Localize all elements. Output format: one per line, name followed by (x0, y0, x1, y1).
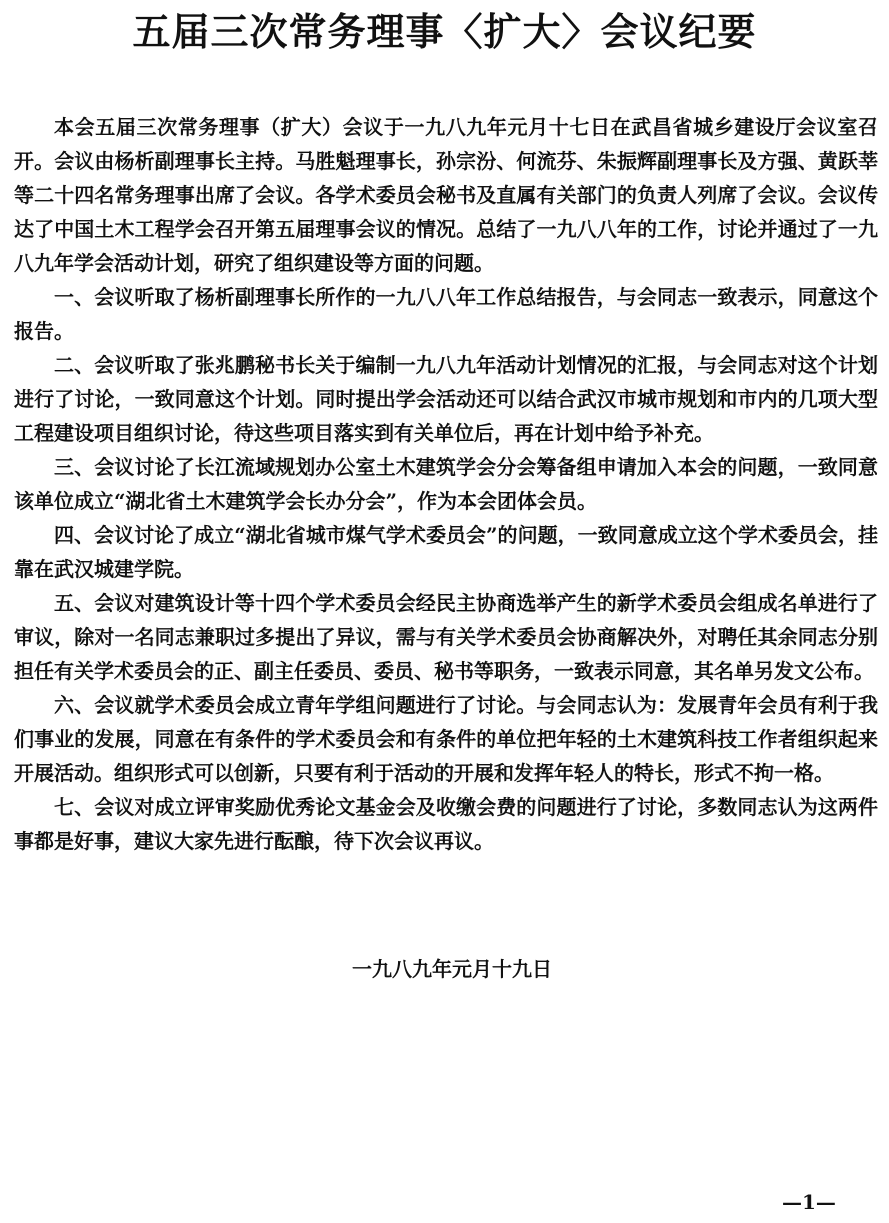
paragraph-item-5: 五、会议对建筑设计等十四个学术委员会经民主协商选举产生的新学术委员会组成名单进行了审议，除对一名同志兼职过多提出了异议，需与有关学术委员会协商解决外，对聘任其余同志分别担任有关学术委员会的正、副主任委员、委员、秘书等职务，一致表示同意，其名单另发文公布。 (14, 591, 878, 683)
paragraph-item-1: 一、会议听取了杨析副理事长所作的一九八八年工作总结报告，与会同志一致表示，同意这个报告。 (14, 285, 878, 343)
document-body (14, 110, 878, 858)
document-title: 五届三次常务理事〈扩大〉会议纪要 (132, 10, 757, 54)
paragraph-item-7: 七、会议对成立评审奖励优秀论文基金会及收缴会费的问题进行了讨论，多数同志认为这两件事都是好事，建议大家先进行酝酿，待下次会议再议。 (14, 795, 878, 853)
paragraph-item-6: 六、会议就学术委员会成立青年学组问题进行了讨论。与会同志认为：发展青年会员有利于我们事业的发展，同意在有条件的学术委员会和有条件的单位把年轻的土木建筑科技工作者组织起来开展活动。组织形式可以创新，只要有利于活动的开展和发挥年轻人的特长，形式不拘一格。 (14, 693, 878, 785)
paragraph-intro: 本会五届三次常务理事（扩大）会议于一九八九年元月十七日在武昌省城乡建设厅会议室召开。会议由杨析副理事长主持。马胜魁理事长，孙宗汾、何流芬、朱振辉副理事长及方强、黄跃莘等二十四名常务理事出席了会议。各学术委员会秘书及直属有关部门的负责人列席了会议。会议传达了中国土木工程学会召开第五届理事会议的情况。总结了一九八八年的工作，讨论并通过了一九八九年学会活动计划，研究了组织建设等方面的问题。 (14, 115, 878, 275)
page-number: —1— (782, 1190, 836, 1214)
paragraph-item-3: 三、会议讨论了长江流域规划办公室土木建筑学会分会筹备组申请加入本会的问题，一致同意该单位成立“湖北省土木建筑学会长办分会”，作为本会团体会员。 (14, 455, 878, 513)
paragraph-item-4: 四、会议讨论了成立“湖北省城市煤气学术委员会”的问题，一致同意成立这个学术委员会，挂靠在武汉城建学院。 (14, 523, 878, 581)
document-date: 一九八九年元月十九日 (352, 957, 552, 981)
paragraph-item-2: 二、会议听取了张兆鹏秘书长关于编制一九八九年活动计划情况的汇报，与会同志对这个计划进行了讨论，一致同意这个计划。同时提出学会活动还可以结合武汉市城市规划和市内的几项大型工程建设项目组织讨论，待这些项目落实到有关单位后，再在计划中给予补充。 (14, 353, 878, 445)
